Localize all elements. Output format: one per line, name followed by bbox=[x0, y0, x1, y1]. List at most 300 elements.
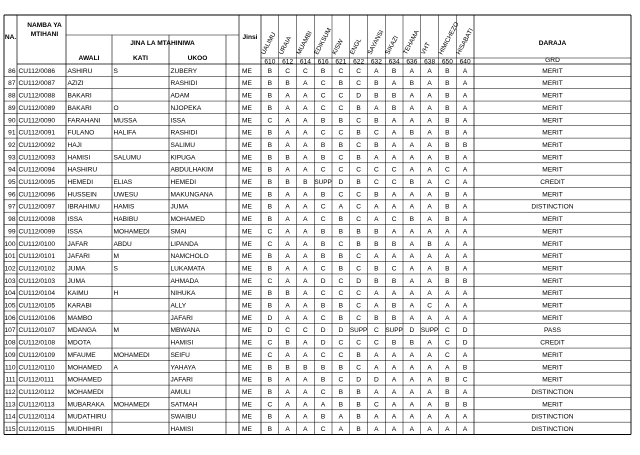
candidate-number: CU112/0105 bbox=[18, 302, 56, 310]
grade-cell: A bbox=[285, 388, 290, 396]
grade-cell: A bbox=[285, 413, 290, 421]
grade-cell: D bbox=[462, 327, 468, 335]
grade-cell: D bbox=[409, 327, 415, 335]
grade-cell: A bbox=[409, 141, 415, 149]
first-name: JAFAR bbox=[67, 240, 89, 248]
grade-cell: B bbox=[445, 154, 450, 162]
grade-cell: C bbox=[373, 179, 379, 187]
grade-cell: B bbox=[356, 351, 361, 359]
grade-cell: A bbox=[462, 426, 468, 434]
first-name: AZIZI bbox=[67, 80, 84, 88]
division-grade: MERIT bbox=[542, 191, 563, 199]
middle-name: MUSSA bbox=[113, 117, 137, 125]
grade-cell: A bbox=[427, 401, 432, 409]
surname: LUKAMATA bbox=[170, 265, 206, 273]
grade-cell: B bbox=[338, 265, 344, 273]
grade-cell: B bbox=[267, 376, 273, 384]
grade-cell: A bbox=[427, 265, 432, 273]
surname: RASHIDI bbox=[170, 129, 198, 137]
grade-cell: B bbox=[338, 253, 344, 261]
grade-cell: A bbox=[462, 228, 468, 236]
grade-cell: D bbox=[338, 179, 344, 187]
grade-cell: A bbox=[409, 166, 415, 174]
grade-cell: A bbox=[427, 228, 432, 236]
first-name: KARABI bbox=[67, 302, 92, 310]
division-grade: MERIT bbox=[542, 117, 563, 125]
candidate-number: CU112/0094 bbox=[18, 166, 56, 174]
first-name: MOHAMEDI bbox=[67, 388, 104, 396]
division-grade: MERIT bbox=[542, 67, 563, 75]
grade-cell: A bbox=[409, 191, 415, 199]
row-number: 88 bbox=[8, 92, 16, 100]
surname: MOHAMED bbox=[170, 216, 205, 224]
grade-cell: A bbox=[285, 104, 290, 112]
grade-cell: A bbox=[303, 351, 308, 359]
middle-name: MOHAMEDI bbox=[113, 228, 150, 236]
grade-cell: C bbox=[320, 290, 326, 298]
grade-cell: B bbox=[409, 80, 415, 88]
grade-cell: C bbox=[320, 265, 326, 273]
first-name: HUSSEIN bbox=[67, 191, 97, 199]
candidate-number: CU112/0109 bbox=[18, 351, 56, 359]
grade-cell: A bbox=[462, 191, 468, 199]
grade-cell: B bbox=[374, 240, 379, 248]
surname: ISSA bbox=[170, 117, 186, 125]
candidate-number: CU112/0107 bbox=[18, 327, 56, 335]
grade-cell: B bbox=[356, 154, 361, 162]
grade-cell: A bbox=[303, 92, 308, 100]
sex: ME bbox=[242, 104, 252, 112]
grade-cell: A bbox=[409, 92, 415, 100]
grade-cell: A bbox=[303, 253, 308, 261]
grade-cell: A bbox=[462, 413, 468, 421]
subject-name-header: HISABATI bbox=[455, 27, 475, 56]
grade-cell: A bbox=[285, 277, 290, 285]
subject-code-header: 612 bbox=[282, 58, 294, 66]
grade-cell: B bbox=[320, 117, 326, 125]
surname: SEIFU bbox=[170, 351, 190, 359]
row-number: 97 bbox=[8, 203, 16, 211]
grade-cell: A bbox=[462, 253, 468, 261]
grade-cell: A bbox=[427, 339, 432, 347]
grade-cell: B bbox=[267, 364, 273, 372]
grade-cell: C bbox=[267, 277, 273, 285]
division-grade: PASS bbox=[543, 327, 562, 335]
grade-cell: A bbox=[462, 129, 468, 137]
row-number: 104 bbox=[4, 290, 16, 298]
division-grade: MERIT bbox=[542, 216, 563, 224]
grade-cell: A bbox=[303, 388, 308, 396]
grade-cell: B bbox=[267, 388, 273, 396]
grade-cell: D bbox=[320, 327, 326, 335]
grade-cell: C bbox=[338, 240, 344, 248]
sex: ME bbox=[242, 203, 252, 211]
grade-cell: C bbox=[302, 327, 308, 335]
candidate-number: CU112/0093 bbox=[18, 154, 56, 162]
grade-cell: A bbox=[285, 376, 290, 384]
grade-cell: D bbox=[267, 327, 273, 335]
grade-cell: C bbox=[338, 129, 344, 137]
surname: AMULI bbox=[170, 388, 191, 396]
row-number: 91 bbox=[8, 129, 16, 137]
grade-cell: C bbox=[320, 426, 326, 434]
grade-cell: B bbox=[445, 80, 450, 88]
candidate-number: CU112/0113 bbox=[18, 401, 55, 409]
grade-cell: D bbox=[267, 314, 273, 322]
grade-cell: A bbox=[374, 351, 379, 359]
namba-header-line2: MTIHANI bbox=[30, 31, 59, 38]
grade-cell: A bbox=[285, 216, 290, 224]
grade-cell: B bbox=[374, 277, 379, 285]
surname: JAFARI bbox=[170, 314, 193, 322]
middle-name: SALUMU bbox=[113, 154, 141, 162]
grade-cell: A bbox=[285, 228, 290, 236]
grade-cell: A bbox=[427, 253, 432, 261]
grade-cell: A bbox=[303, 302, 308, 310]
first-name: MUBARAKA bbox=[67, 401, 105, 409]
grade-cell: C bbox=[338, 339, 344, 347]
grade-cell: A bbox=[409, 277, 415, 285]
grade-cell: B bbox=[445, 191, 450, 199]
grade-cell: C bbox=[338, 376, 344, 384]
division-grade: MERIT bbox=[542, 92, 563, 100]
candidate-number: CU112/0115 bbox=[18, 426, 55, 434]
sex: ME bbox=[242, 265, 252, 273]
sex: ME bbox=[242, 80, 252, 88]
grade-cell: A bbox=[409, 364, 415, 372]
grade-cell: A bbox=[462, 290, 468, 298]
grade-cell: A bbox=[285, 401, 290, 409]
grade-cell: A bbox=[374, 216, 379, 224]
row-number: 115 bbox=[4, 426, 16, 434]
division-grade: MERIT bbox=[542, 302, 563, 310]
grade-cell: D bbox=[356, 92, 362, 100]
grade-cell: C bbox=[267, 117, 273, 125]
grade-cell: A bbox=[462, 80, 468, 88]
grade-cell: C bbox=[320, 216, 326, 224]
grade-cell: B bbox=[462, 364, 468, 372]
grade-cell: B bbox=[267, 166, 273, 174]
grade-cell: C bbox=[356, 166, 362, 174]
grade-cell: C bbox=[320, 203, 326, 211]
grade-cell: A bbox=[303, 401, 308, 409]
subject-name-header: TEHAMA bbox=[402, 29, 421, 56]
grade-cell: C bbox=[356, 203, 362, 211]
grade-cell: A bbox=[427, 80, 432, 88]
grade-cell: A bbox=[427, 129, 432, 137]
grade-cell: SUPP bbox=[385, 327, 403, 335]
grade-cell: A bbox=[374, 302, 379, 310]
grade-cell: A bbox=[303, 413, 308, 421]
grade-cell: C bbox=[356, 117, 362, 125]
grade-cell: A bbox=[303, 290, 308, 298]
grade-cell: A bbox=[462, 203, 468, 211]
grade-cell: C bbox=[356, 216, 362, 224]
grade-cell: C bbox=[338, 277, 344, 285]
grade-cell: B bbox=[374, 228, 379, 236]
grade-cell: A bbox=[285, 117, 290, 125]
grade-cell: B bbox=[338, 314, 344, 322]
division-grade: MERIT bbox=[542, 240, 563, 248]
subject-code-header: 621 bbox=[335, 58, 347, 66]
awali-header: AWALI bbox=[78, 55, 100, 62]
grade-cell: A bbox=[303, 240, 308, 248]
grade-cell: A bbox=[427, 67, 432, 75]
grade-cell: C bbox=[320, 388, 326, 396]
sex: ME bbox=[242, 314, 252, 322]
row-number: 114 bbox=[4, 413, 16, 421]
grade-cell: C bbox=[444, 179, 450, 187]
surname: MBWANA bbox=[170, 327, 200, 335]
grade-cell: B bbox=[409, 216, 415, 224]
surname: HAMISI bbox=[170, 339, 194, 347]
grade-cell: A bbox=[303, 129, 308, 137]
grade-cell: A bbox=[409, 401, 415, 409]
sex: ME bbox=[242, 290, 252, 298]
middle-name: S bbox=[113, 67, 118, 75]
grade-cell: A bbox=[427, 92, 432, 100]
subject-code-header: 622 bbox=[353, 58, 365, 66]
grade-cell: A bbox=[427, 141, 432, 149]
grade-cell: B bbox=[338, 364, 344, 372]
grade-cell: SUPP bbox=[314, 179, 332, 187]
candidate-number: CU112/0096 bbox=[18, 191, 56, 199]
candidate-number: CU112/0097 bbox=[18, 203, 56, 211]
grade-cell: B bbox=[374, 191, 379, 199]
candidate-number: CU112/0110 bbox=[18, 364, 55, 372]
subject-code-header: 650 bbox=[441, 58, 453, 66]
row-number: 105 bbox=[4, 302, 16, 310]
grade-cell: A bbox=[285, 314, 290, 322]
row-number: 108 bbox=[4, 339, 16, 347]
subject-name-header: UALIMU bbox=[260, 31, 278, 56]
grade-cell: A bbox=[391, 290, 397, 298]
row-number: 109 bbox=[4, 351, 16, 359]
daraja-header: DARAJA bbox=[538, 40, 567, 47]
grade-cell: B bbox=[285, 290, 290, 298]
surname: NJOPEKA bbox=[170, 104, 202, 112]
candidate-number: CU112/0092 bbox=[18, 141, 56, 149]
subject-name-header: URAIA bbox=[277, 35, 294, 56]
grade-cell: C bbox=[320, 129, 326, 137]
grade-cell: C bbox=[320, 92, 326, 100]
division-grade: MERIT bbox=[542, 290, 563, 298]
grade-cell: B bbox=[445, 129, 450, 137]
grade-cell: A bbox=[285, 253, 290, 261]
surname: YAHAYA bbox=[170, 364, 196, 372]
grade-cell: A bbox=[303, 426, 308, 434]
sex: ME bbox=[242, 154, 252, 162]
subject-name-header: VHT bbox=[419, 41, 433, 56]
first-name: MOHAMED bbox=[67, 364, 102, 372]
grade-cell: B bbox=[356, 413, 361, 421]
grade-cell: B bbox=[391, 314, 397, 322]
grade-cell: A bbox=[427, 426, 432, 434]
grade-cell: A bbox=[303, 166, 308, 174]
row-number: 101 bbox=[4, 253, 16, 261]
grade-cell: A bbox=[409, 351, 415, 359]
grade-cell: C bbox=[338, 104, 344, 112]
sex: ME bbox=[242, 228, 252, 236]
grade-cell: B bbox=[374, 141, 379, 149]
grade-cell: C bbox=[356, 364, 362, 372]
middle-name: S bbox=[113, 265, 118, 273]
surname: JAFARI bbox=[170, 376, 193, 384]
row-number: 103 bbox=[4, 277, 16, 285]
grade-cell: B bbox=[285, 80, 290, 88]
grade-cell: B bbox=[267, 216, 273, 224]
middle-name: A bbox=[113, 364, 118, 372]
grade-cell: B bbox=[445, 104, 450, 112]
surname: HEMEDI bbox=[170, 179, 197, 187]
row-number: 99 bbox=[8, 228, 16, 236]
first-name: ISSA bbox=[67, 216, 83, 224]
first-name: JUMA bbox=[67, 277, 86, 285]
row-number: 111 bbox=[5, 376, 16, 384]
subject-code-header: 610 bbox=[264, 58, 276, 66]
grade-cell: B bbox=[374, 117, 379, 125]
subject-code-header: 640 bbox=[459, 58, 471, 66]
grade-cell: A bbox=[462, 314, 468, 322]
surname: SWAIBU bbox=[170, 413, 197, 421]
grd-header: GRD bbox=[545, 57, 560, 64]
division-grade: CREDIT bbox=[540, 339, 565, 347]
first-name: MFAUME bbox=[67, 351, 96, 359]
grade-cell: C bbox=[373, 327, 379, 335]
first-name: MUDHIHIRI bbox=[67, 426, 103, 434]
grade-cell: B bbox=[267, 129, 273, 137]
sex: ME bbox=[242, 327, 252, 335]
grade-cell: A bbox=[427, 117, 432, 125]
grade-cell: A bbox=[303, 141, 308, 149]
grade-cell: A bbox=[427, 179, 432, 187]
middle-name: HALIFA bbox=[113, 129, 137, 137]
sex: ME bbox=[242, 141, 252, 149]
grade-cell: B bbox=[409, 129, 415, 137]
row-number: 100 bbox=[4, 240, 16, 248]
row-number: 92 bbox=[8, 141, 16, 149]
candidate-number: CU112/0099 bbox=[18, 228, 56, 236]
division-grade: MERIT bbox=[542, 166, 563, 174]
grade-cell: B bbox=[445, 92, 450, 100]
grade-cell: B bbox=[267, 203, 273, 211]
grade-cell: A bbox=[427, 376, 432, 384]
grade-cell: A bbox=[285, 426, 290, 434]
surname: SALIMU bbox=[170, 141, 196, 149]
grade-cell: C bbox=[391, 179, 397, 187]
division-grade: DISTINCTION bbox=[531, 426, 574, 434]
grade-cell: B bbox=[356, 401, 361, 409]
first-name: FARAHANI bbox=[67, 117, 101, 125]
grade-cell: B bbox=[462, 401, 468, 409]
grade-cell: A bbox=[391, 426, 397, 434]
sex: ME bbox=[242, 376, 252, 384]
grade-cell: B bbox=[285, 154, 290, 162]
sex: ME bbox=[242, 351, 252, 359]
grade-cell: B bbox=[320, 67, 326, 75]
grade-cell: A bbox=[427, 351, 432, 359]
grade-cell: A bbox=[409, 117, 415, 125]
grade-cell: A bbox=[462, 154, 468, 162]
grade-cell: A bbox=[462, 302, 468, 310]
grade-cell: C bbox=[338, 166, 344, 174]
first-name: JUMA bbox=[67, 265, 86, 273]
grade-cell: A bbox=[285, 92, 290, 100]
subject-name-header: MUAMBI bbox=[295, 30, 314, 56]
grade-cell: B bbox=[320, 228, 326, 236]
grade-cell: A bbox=[462, 117, 468, 125]
grade-cell: C bbox=[320, 104, 326, 112]
grade-cell: C bbox=[285, 327, 291, 335]
grade-cell: C bbox=[338, 290, 344, 298]
grade-cell: B bbox=[391, 277, 397, 285]
division-grade: MERIT bbox=[542, 376, 563, 384]
subject-code-header: 634 bbox=[388, 58, 400, 66]
grade-cell: B bbox=[320, 364, 326, 372]
row-number: 110 bbox=[4, 364, 16, 372]
division-grade: CREDIT bbox=[540, 179, 565, 187]
middle-name: M bbox=[113, 327, 119, 335]
first-name: ASHIRU bbox=[67, 67, 93, 75]
grade-cell: C bbox=[444, 339, 450, 347]
grade-cell: A bbox=[462, 351, 468, 359]
first-name: JAFARI bbox=[67, 253, 90, 261]
grade-cell: A bbox=[285, 141, 290, 149]
namba-header-line1: NAMBA YA bbox=[27, 22, 62, 29]
grade-cell: A bbox=[409, 314, 415, 322]
grade-cell: A bbox=[303, 203, 308, 211]
grade-cell: A bbox=[462, 216, 468, 224]
kati-header: KATI bbox=[133, 55, 148, 62]
grade-cell: A bbox=[391, 401, 397, 409]
grade-cell: C bbox=[338, 154, 344, 162]
grade-cell: B bbox=[267, 290, 273, 298]
grade-cell: A bbox=[303, 339, 308, 347]
grade-cell: B bbox=[285, 364, 290, 372]
grade-cell: A bbox=[391, 191, 397, 199]
grade-cell: C bbox=[356, 314, 362, 322]
subject-name-header: KISW bbox=[331, 38, 345, 56]
grade-cell: A bbox=[409, 388, 415, 396]
grade-cell: A bbox=[285, 191, 290, 199]
grade-cell: B bbox=[267, 253, 273, 261]
grade-cell: C bbox=[267, 228, 273, 236]
grade-cell: B bbox=[267, 104, 273, 112]
jina-group-header: JINA LA MTAHINIWA bbox=[130, 40, 195, 47]
division-grade: MERIT bbox=[542, 80, 563, 88]
grade-cell: A bbox=[391, 228, 397, 236]
grade-cell: A bbox=[445, 364, 450, 372]
grade-cell: C bbox=[427, 302, 433, 310]
surname: RASHIDI bbox=[170, 80, 198, 88]
grade-cell: B bbox=[356, 228, 361, 236]
grade-cell: C bbox=[356, 265, 362, 273]
grade-cell: B bbox=[320, 191, 326, 199]
grade-cell: A bbox=[374, 104, 379, 112]
row-number: 93 bbox=[8, 154, 16, 162]
candidate-number: CU112/0090 bbox=[18, 117, 56, 125]
grade-cell: B bbox=[356, 129, 361, 137]
division-grade: DISTINCTION bbox=[531, 413, 574, 421]
grade-cell: B bbox=[427, 240, 432, 248]
grade-cell: C bbox=[356, 191, 362, 199]
sex: ME bbox=[242, 117, 252, 125]
grade-cell: A bbox=[409, 154, 415, 162]
middle-name: ABDU bbox=[113, 240, 132, 248]
grade-cell: D bbox=[320, 339, 326, 347]
grade-cell: B bbox=[320, 154, 326, 162]
sex: ME bbox=[242, 277, 252, 285]
